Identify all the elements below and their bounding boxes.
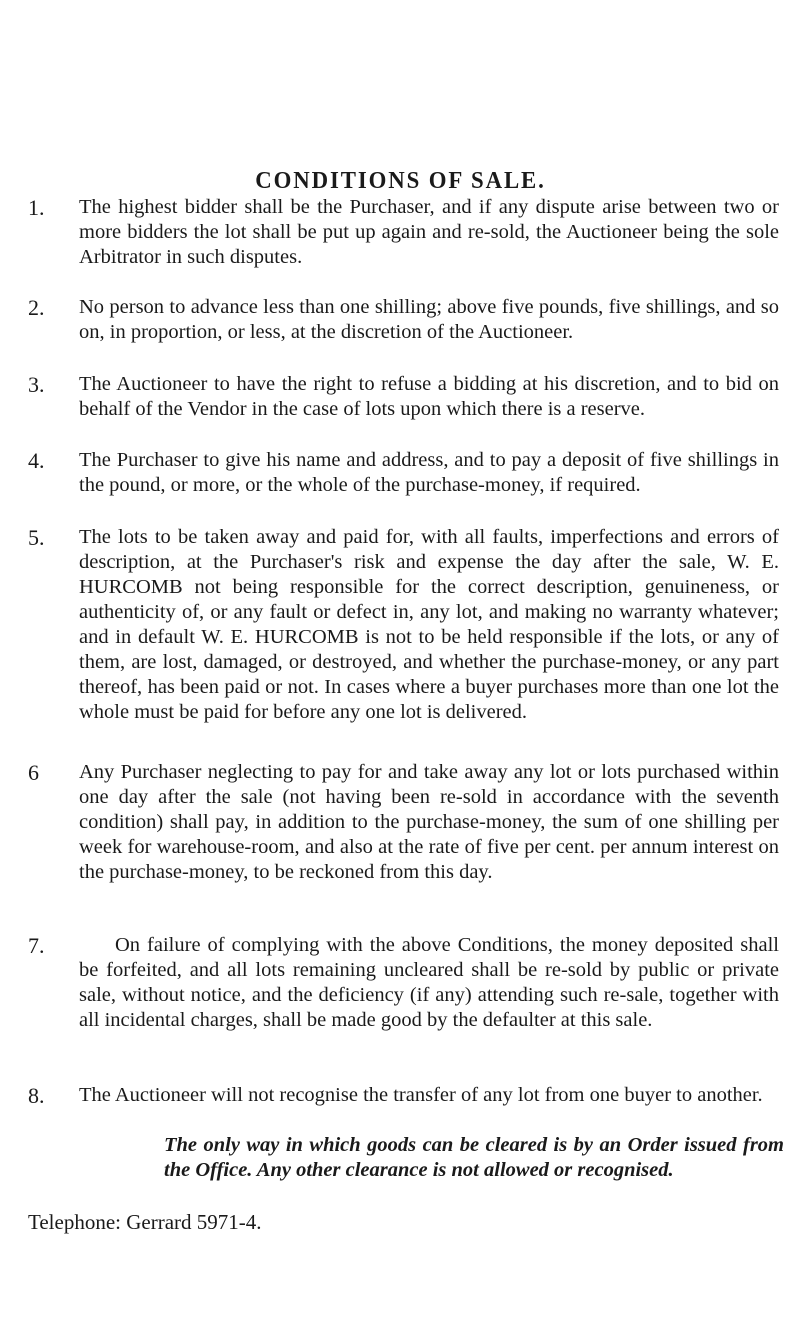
condition-text: No person to advance less than one shilling; above five pounds, five shillings, and so on, in proportion, or less, at the discretion of the Auctioneer. bbox=[79, 296, 779, 343]
condition-text: The Auctioneer will not recognise the transfer of any lot from one buyer to another. bbox=[79, 1084, 763, 1106]
condition-text: The lots to be taken away and paid for, with all faults, imperfections and errors of description, at the Purchaser's risk and expense the day after the sale, W. E. HURCOMB not being responsible for the correct description, genuineness, or authenticity of, or any fault or defect in, any lot, and making no warranty whatever; and in default W. E. HURCOMB is not to be held responsible if the lots, or any of them, are lost, damaged, or destroyed, and whether the purchase-money, or any part thereof, has been paid or not. In cases where a buyer purchases more than one lot the whole must be paid for before any one lot is delivered. bbox=[79, 526, 779, 723]
condition-number: 5. bbox=[28, 525, 45, 550]
condition-text: The Auctioneer to have the right to refuse a bidding at his discretion, and to bid on behalf of the Vendor in the case of lots upon which there is a reserve. bbox=[79, 373, 779, 420]
condition-text: The Purchaser to give his name and address, and to pay a deposit of five shillings in the pound, or more, or the whole of the purchase-money, if required. bbox=[79, 449, 779, 496]
condition-number: 1. bbox=[28, 195, 45, 220]
condition-number: 3. bbox=[28, 372, 45, 397]
condition-number: 8. bbox=[28, 1083, 45, 1108]
condition-text: On failure of complying with the above Conditions, the money deposited shall be forfeited, and all lots remaining uncleared shall be re-sold by public or private sale, without notice, and the deficiency (if any) attending such re-sale, together with all incidental charges, shall be made good by the defaulter at this sale. bbox=[79, 934, 779, 1031]
condition-number: 6 bbox=[28, 760, 39, 785]
condition-number: 7. bbox=[28, 933, 45, 958]
clearance-notice: The only way in which goods can be cleared is by an Order issued from the Office. Any other clearance is not allowed or recognised. bbox=[164, 1134, 784, 1181]
condition-text: Any Purchaser neglecting to pay for and take away any lot or lots purchased within one day after the sale (not having been re-sold in accordance with the seventh condition) shall pay, in addition to the purchase-money, the sum of one shilling per week for warehouse-room, and also at the rate of five per cent. per annum interest on the purchase-money, to be reckoned from this day. bbox=[79, 761, 779, 883]
telephone-line: Telephone: Gerrard 5971-4. bbox=[28, 1210, 262, 1234]
condition-text: The highest bidder shall be the Purchaser, and if any dispute arise between two or more bidders the lot shall be put up again and re-sold, the Auctioneer being the sole Arbitrator in such disputes. bbox=[79, 196, 779, 268]
condition-number: 4. bbox=[28, 448, 45, 473]
page-title: CONDITIONS OF SALE. bbox=[255, 168, 546, 194]
condition-number: 2. bbox=[28, 295, 45, 320]
